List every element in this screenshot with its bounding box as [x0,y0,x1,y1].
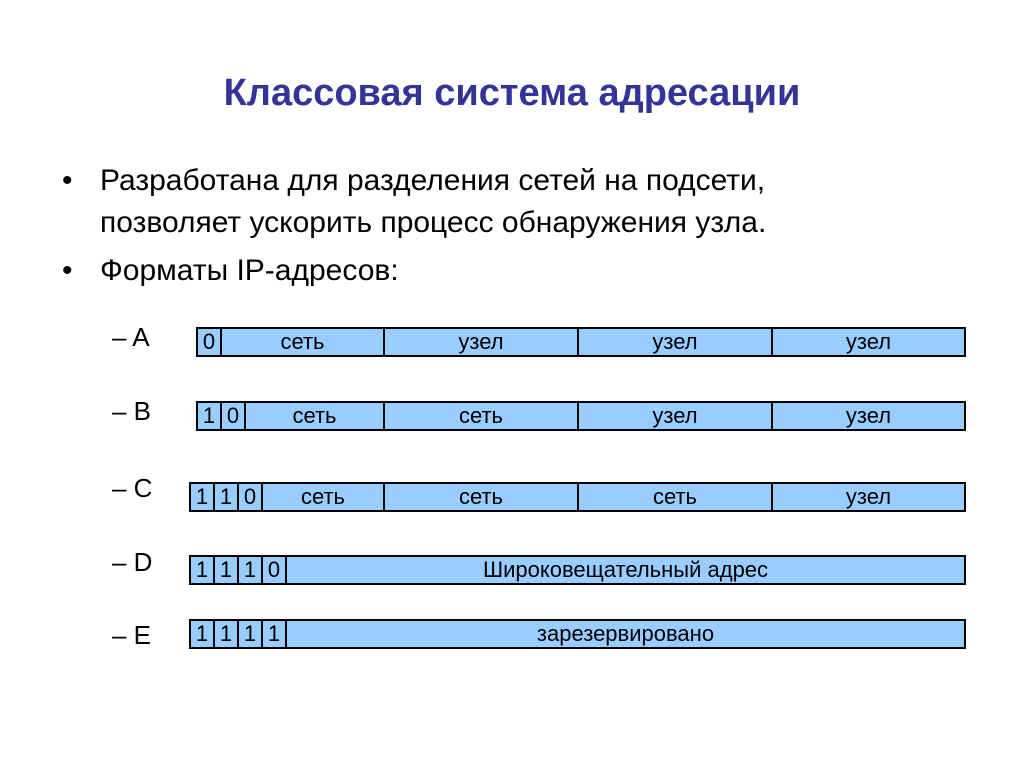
bullet-line: позволяет ускорить процесс обнаружения узла. [100,206,767,239]
field-cell: узел [845,329,892,354]
field-cell: сеть [385,403,579,429]
bit-cell: 1 [198,403,222,429]
bit-cell: 1 [191,621,215,647]
class-label-d: – D [112,547,153,577]
field-cell: узел [385,329,579,355]
bit-cell: 1 [263,621,287,647]
field-cell: узел [845,484,892,509]
field-cell: узел [579,403,773,429]
field-cell: Широковещательный адрес [482,557,769,582]
field-cell: сеть [222,329,385,355]
address-format-a [196,327,966,357]
field-cell: сеть [579,484,773,510]
bit-cell: 0 [222,403,246,429]
bit-cell: 1 [215,484,239,510]
bullet-line: Форматы IP-адресов: [100,254,399,287]
bit-cell: 1 [191,484,215,510]
class-label-b: – B [112,396,152,426]
bit-cell: 1 [191,557,215,583]
bit-cell: 1 [215,557,239,583]
bullet-marker: • [62,254,73,287]
bit-cell: 0 [263,557,287,583]
class-label-a: – A [112,322,150,352]
address-format-d [189,555,966,585]
address-format-c [189,482,966,512]
field-cell: зарезервировано [536,621,715,646]
address-format-b [196,401,966,431]
field-cell: узел [845,403,892,428]
field-cell: сеть [246,403,385,429]
class-label-e: – E [112,620,152,650]
field-cell: сеть [263,484,385,510]
bit-cell: 0 [239,484,263,510]
bit-cell: 1 [215,621,239,647]
address-format-e [189,619,966,649]
bit-cell: 1 [239,557,263,583]
bullet-line: Разработана для разделения сетей на подсети, [100,164,766,197]
bit-cell: 0 [198,329,222,355]
slide-title: Классовая система адресации [223,72,801,114]
class-label-c: – C [112,473,153,503]
bullet-marker: • [62,164,73,197]
field-cell: сеть [385,484,579,510]
field-cell: узел [579,329,773,355]
bit-cell: 1 [239,621,263,647]
